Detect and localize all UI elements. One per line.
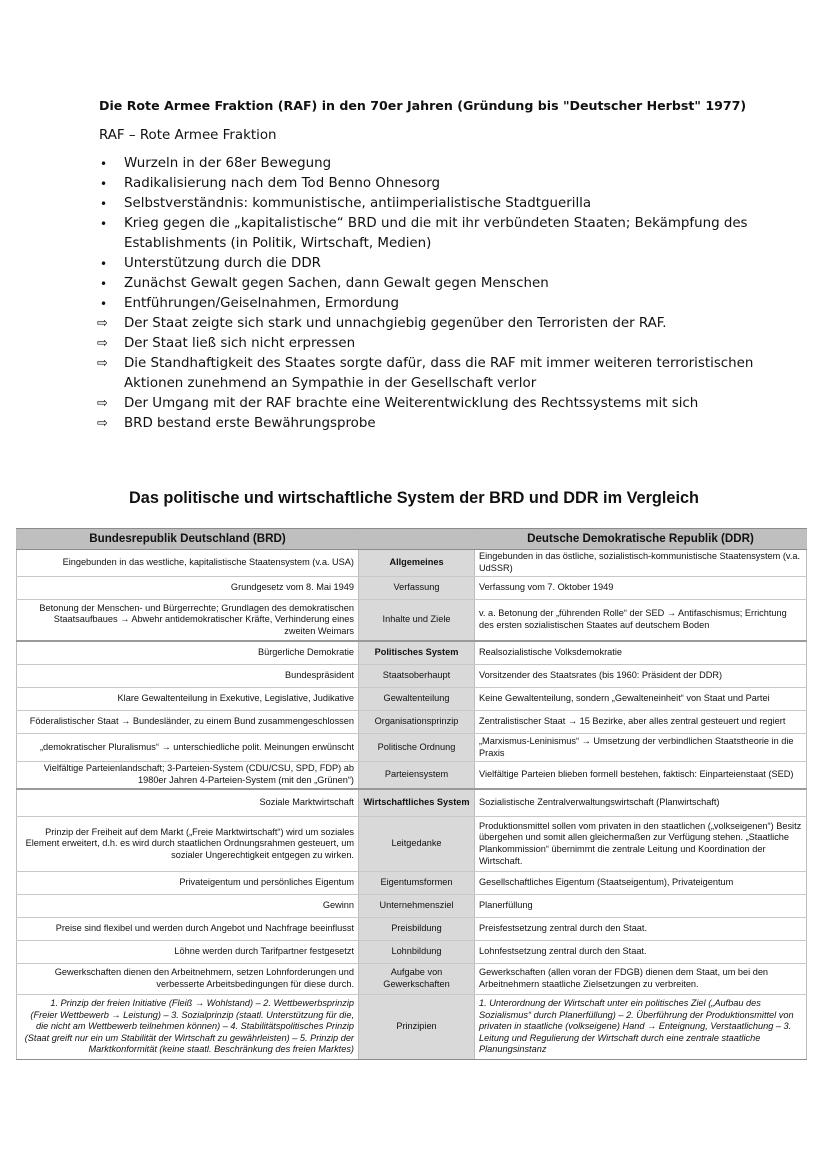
cell-brd: Preise sind flexibel und werden durch Angebot und Nachfrage beeinflusst — [16, 918, 358, 940]
cell-category: Politisches System — [358, 642, 475, 664]
cell-category: Unternehmensziel — [358, 895, 475, 917]
cell-brd: Bürgerliche Demokratie — [16, 642, 358, 664]
table-row — [16, 734, 807, 762]
list-item — [99, 194, 759, 214]
comparison-title: Das politische und wirtschaftliche System der BRD und DDR im Vergleich — [129, 489, 699, 507]
arrow-right-icon: ⇨ — [97, 396, 108, 411]
cell-ddr: Vorsitzender des Staatsrates (bis 1960: Präsident der DDR) — [475, 665, 807, 687]
list-item-text: Der Umgang mit der RAF brachte eine Weiterentwicklung des Rechtssystems mit sich — [124, 396, 699, 411]
bullet-icon: • — [100, 177, 108, 191]
list-item — [99, 394, 759, 414]
table-row — [16, 577, 807, 600]
cell-category: Eigentumsformen — [358, 872, 475, 894]
cell-ddr: Realsozialistische Volksdemokratie — [475, 642, 807, 664]
cell-category: Verfassung — [358, 577, 475, 599]
table-header-row — [16, 528, 807, 550]
header-ddr: Deutsche Demokratische Republik (DDR) — [475, 529, 807, 549]
bullet-icon: • — [100, 197, 108, 211]
comparison-table — [16, 528, 807, 1060]
cell-category: Allgemeines — [358, 550, 475, 576]
arrow-right-icon: ⇨ — [97, 336, 108, 351]
cell-ddr: Vielfältige Parteien blieben formell bestehen, faktisch: Einparteienstaat (SED) — [475, 762, 807, 788]
list-item-text: Die Standhaftigkeit des Staates sorgte dafür, dass die RAF mit immer weiteren terroristischen Aktionen zunehmend an Sympathie in der Gesellschaft verlor — [124, 356, 754, 391]
cell-brd: Eingebunden in das westliche, kapitalistische Staatensystem (v.a. USA) — [16, 550, 358, 576]
list-item-text: Krieg gegen die „kapitalistische“ BRD und die mit ihr verbündeten Staaten; Bekämpfung des Establishments (in Politik, Wirtschaft, Medien) — [124, 216, 748, 251]
cell-brd: Klare Gewaltenteilung in Exekutive, Legislative, Judikative — [16, 688, 358, 710]
list-item — [99, 294, 759, 314]
list-item-text: Der Staat zeigte sich stark und unnachgiebig gegenüber den Terroristen der RAF. — [124, 316, 667, 331]
list-item-text: Unterstützung durch die DDR — [124, 256, 321, 271]
cell-brd: Prinzip der Freiheit auf dem Markt („Freie Marktwirtschaft“) wird um soziales Element erweitert, d.h. es wird durch staatlichen Ordnungsrahmen gesteuert, um sozialer Ungerechtigkeit entgegen zu wirken. — [16, 817, 358, 871]
list-item-text: BRD bestand erste Bewährungsprobe — [124, 416, 376, 431]
cell-ddr: v. a. Betonung der „führenden Rolle“ der SED → Antifaschismus; Errichtung des ersten sozialistischen Staates auf deutschem Boden — [475, 600, 807, 640]
cell-category: Organisationsprinzip — [358, 711, 475, 733]
raf-bullet-list — [99, 154, 759, 434]
cell-ddr: Produktionsmittel sollen vom privaten in den staatlichen („volkseigenen“) Besitz übergehen und somit allen gleichermaßen zur Verfügung stehen. „Staatliche Plankommission“ übernimmt die zentrale Leitung und Koordination der Wirtschaft. — [475, 817, 807, 871]
cell-brd: Vielfältige Parteienlandschaft; 3-Parteien-System (CDU/CSU, SPD, FDP) ab 1980er Jahren 4-Parteien-System (mit den „Grünen“) — [16, 762, 358, 788]
cell-brd: Betonung der Menschen- und Bürgerrechte; Grundlagen des demokratischen Staatsaufbaues → Abwehr antidemokratischer Kräfte, Verhinderung eines zweiten Weimars — [16, 600, 358, 640]
list-item-text: Der Staat ließ sich nicht erpressen — [124, 336, 356, 351]
cell-brd: Gewerkschaften dienen den Arbeitnehmern, setzen Lohnforderungen und verbesserte Arbeitsbedingungen für diese durch. — [16, 964, 358, 994]
cell-category: Politische Ordnung — [358, 734, 475, 761]
cell-category: Prinzipien — [358, 995, 475, 1059]
arrow-right-icon: ⇨ — [97, 316, 108, 331]
bullet-icon: • — [100, 217, 108, 231]
table-row — [16, 711, 807, 734]
cell-brd: Grundgesetz vom 8. Mai 1949 — [16, 577, 358, 599]
table-row — [16, 995, 807, 1060]
raf-section — [99, 96, 759, 434]
table-row — [16, 964, 807, 995]
cell-ddr: Keine Gewaltenteilung, sondern „Gewalteneinheit“ von Staat und Partei — [475, 688, 807, 710]
table-row — [16, 600, 807, 642]
cell-category: Parteiensystem — [358, 762, 475, 788]
table-row — [16, 665, 807, 688]
cell-ddr: Gewerkschaften (allen voran der FDGB) dienen dem Staat, um bei den Arbeitnehmern staatliche Zielsetzungen zu verbreiten. — [475, 964, 807, 994]
cell-brd: Gewinn — [16, 895, 358, 917]
cell-ddr: Preisfestsetzung zentral durch den Staat. — [475, 918, 807, 940]
raf-subtitle: RAF – Rote Armee Fraktion — [99, 128, 277, 143]
cell-ddr: Eingebunden in das östliche, sozialistisch-kommunistische Staatensystem (v.a. UdSSR) — [475, 550, 807, 576]
header-category — [358, 529, 475, 549]
table-row — [16, 872, 807, 895]
cell-ddr: Zentralistischer Staat → 15 Bezirke, aber alles zentral gesteuert und regiert — [475, 711, 807, 733]
cell-category: Leitgedanke — [358, 817, 475, 871]
list-item — [99, 414, 759, 434]
table-row — [16, 762, 807, 790]
list-item — [99, 174, 759, 194]
table-row — [16, 817, 807, 872]
list-item-text: Radikalisierung nach dem Tod Benno Ohnesorg — [124, 176, 440, 191]
table-row — [16, 895, 807, 918]
list-item — [99, 154, 759, 174]
bullet-icon: • — [100, 257, 108, 271]
cell-brd: Privateigentum und persönliches Eigentum — [16, 872, 358, 894]
cell-category: Preisbildung — [358, 918, 475, 940]
cell-brd: Soziale Marktwirtschaft — [16, 790, 358, 816]
cell-category: Aufgabe von Gewerkschaften — [358, 964, 475, 994]
cell-brd: „demokratischer Pluralismus“ → unterschiedliche polit. Meinungen erwünscht — [16, 734, 358, 761]
list-item — [99, 354, 759, 394]
bullet-icon: • — [100, 297, 108, 311]
cell-brd: 1. Prinzip der freien Initiative (Fleiß → Wohlstand) – 2. Wettbewerbsprinzip (Freier Wettbewerb → Leistung) – 3. Sozialprinzip (staatl. Unterstützung für die, die nicht am Wettbewerb teilnehmen können) – 4. Stabilitätspolitisches Prinzip (Staat greift nur ein um Stabilität der Wirtschaft zu gewährleisten) – 5. Prinzip der Marktkonformität (keine staatl. Beschränkung des freien Marktes) — [16, 995, 358, 1059]
cell-category: Wirtschaftliches System — [358, 790, 475, 816]
cell-category: Staatsoberhaupt — [358, 665, 475, 687]
cell-category: Gewaltenteilung — [358, 688, 475, 710]
bullet-icon: • — [100, 277, 108, 291]
cell-ddr: Lohnfestsetzung zentral durch den Staat. — [475, 941, 807, 963]
cell-brd: Föderalistischer Staat → Bundesländer, zu einem Bund zusammengeschlossen — [16, 711, 358, 733]
list-item — [99, 274, 759, 294]
cell-category: Inhalte und Ziele — [358, 600, 475, 640]
cell-brd: Bundespräsident — [16, 665, 358, 687]
table-row — [16, 688, 807, 711]
list-item-text: Selbstverständnis: kommunistische, antiimperialistische Stadtguerilla — [124, 196, 592, 211]
cell-ddr: Verfassung vom 7. Oktober 1949 — [475, 577, 807, 599]
list-item-text: Zunächst Gewalt gegen Sachen, dann Gewalt gegen Menschen — [124, 276, 549, 291]
cell-ddr: Planerfüllung — [475, 895, 807, 917]
header-brd: Bundesrepublik Deutschland (BRD) — [16, 529, 358, 549]
list-item — [99, 214, 759, 254]
raf-title: Die Rote Armee Fraktion (RAF) in den 70er Jahren (Gründung bis "Deutscher Herbst" 1977) — [99, 98, 747, 113]
cell-ddr: Gesellschaftliches Eigentum (Staatseigentum), Privateigentum — [475, 872, 807, 894]
list-item — [99, 314, 759, 334]
table-body — [16, 550, 807, 1060]
table-row — [16, 918, 807, 941]
cell-ddr: „Marxismus-Leninismus“ → Umsetzung der verbindlichen Staatstheorie in die Praxis — [475, 734, 807, 761]
table-row — [16, 642, 807, 665]
arrow-right-icon: ⇨ — [97, 416, 108, 431]
table-row — [16, 790, 807, 817]
list-item — [99, 254, 759, 274]
table-row — [16, 550, 807, 577]
list-item-text: Wurzeln in der 68er Bewegung — [124, 156, 332, 171]
cell-brd: Löhne werden durch Tarifpartner festgesetzt — [16, 941, 358, 963]
list-item — [99, 334, 759, 354]
cell-ddr: Sozialistische Zentralverwaltungswirtschaft (Planwirtschaft) — [475, 790, 807, 816]
arrow-right-icon: ⇨ — [97, 356, 108, 371]
cell-category: Lohnbildung — [358, 941, 475, 963]
bullet-icon: • — [100, 157, 108, 171]
table-row — [16, 941, 807, 964]
cell-ddr: 1. Unterordnung der Wirtschaft unter ein politisches Ziel („Aufbau des Sozialismus“ durch Planerfüllung) – 2. Überführung der Produktionsmittel von privaten in staatliche (volkseigene) Hand → Enteignung, Verstaatlichung – 3. Leitung und Regulierung der Wirtschaft durch eine zentrale staatliche Planungsinstanz — [475, 995, 807, 1059]
list-item-text: Entführungen/Geiselnahmen, Ermordung — [124, 296, 400, 311]
